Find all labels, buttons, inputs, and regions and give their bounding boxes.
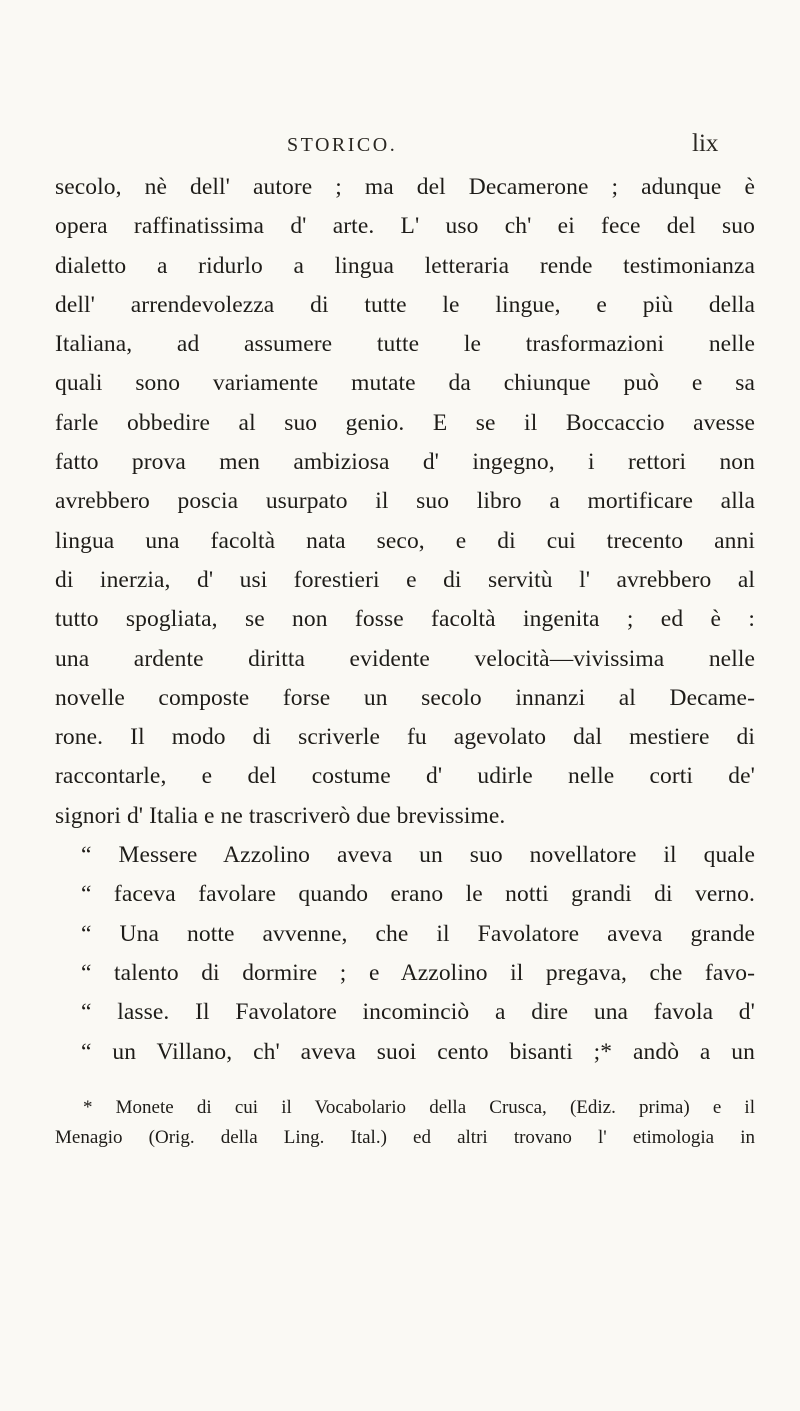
text-line: una ardente diritta evidente velocità—vivissima nelle	[55, 645, 755, 672]
page-header	[0, 130, 800, 166]
footnote-line: * Monete di cui il Vocabolario della Crusca, (Ediz. prima) e il	[83, 1097, 755, 1118]
text-line: di inerzia, d' usi forestieri e di servitù l' avrebbero al	[55, 566, 755, 593]
text-line: opera raffinatissima d' arte. L' uso ch' ei fece del suo	[55, 213, 755, 240]
text-line: quali sono variamente mutate da chiunque può e sa	[55, 370, 755, 397]
text-line: farle obbedire al suo genio. E se il Boccaccio avesse	[55, 409, 755, 436]
text-line: secolo, nè dell' autore ; ma del Decamerone ; adunque è	[55, 174, 755, 200]
quote-line: “ faceva favolare quando erano le notti grandi di verno.	[81, 881, 755, 908]
text-line: avrebbero poscia usurpato il suo libro a mortificare alla	[55, 488, 755, 515]
quote-line: “ Messere Azzolino aveva un suo novellatore il quale	[81, 842, 755, 869]
quote-line: “ lasse. Il Favolatore incominciò a dire una favola d'	[81, 999, 755, 1026]
quote-line: “ un Villano, ch' aveva suoi cento bisanti ;* andò a un	[81, 1038, 755, 1065]
running-head: STORICO.	[287, 134, 398, 156]
quote-line: “ Una notte avvenne, che il Favolatore aveva grande	[81, 920, 755, 947]
text-line: fatto prova men ambiziosa d' ingegno, i rettori non	[55, 449, 755, 476]
main-text	[55, 168, 755, 1072]
text-line: tutto spogliata, se non fosse facoltà ingenita ; ed è :	[55, 606, 755, 633]
quote-line: “ talento di dormire ; e Azzolino il pregava, che favo-	[81, 959, 755, 986]
text-line: signori d' Italia e ne trascriverò due brevissime.	[55, 802, 506, 829]
text-line: lingua una facoltà nata seco, e di cui trecento anni	[55, 527, 755, 554]
page-number: lix	[692, 130, 719, 157]
text-line: raccontarle, e del costume d' udirle nelle corti de'	[55, 763, 755, 790]
text-line: Italiana, ad assumere tutte le trasformazioni nelle	[55, 331, 755, 358]
text-line: novelle composte forse un secolo innanzi al Decame-	[55, 684, 755, 711]
text-line: dialetto a ridurlo a lingua letteraria rende testimonianza	[55, 252, 755, 279]
text-line: dell' arrendevolezza di tutte le lingue, e più della	[55, 291, 755, 318]
footnote-line: Menagio (Orig. della Ling. Ital.) ed altri trovano l' etimologia in	[55, 1127, 755, 1148]
footnote	[55, 1093, 755, 1153]
text-line: rone. Il modo di scriverle fu agevolato dal mestiere di	[55, 724, 755, 751]
